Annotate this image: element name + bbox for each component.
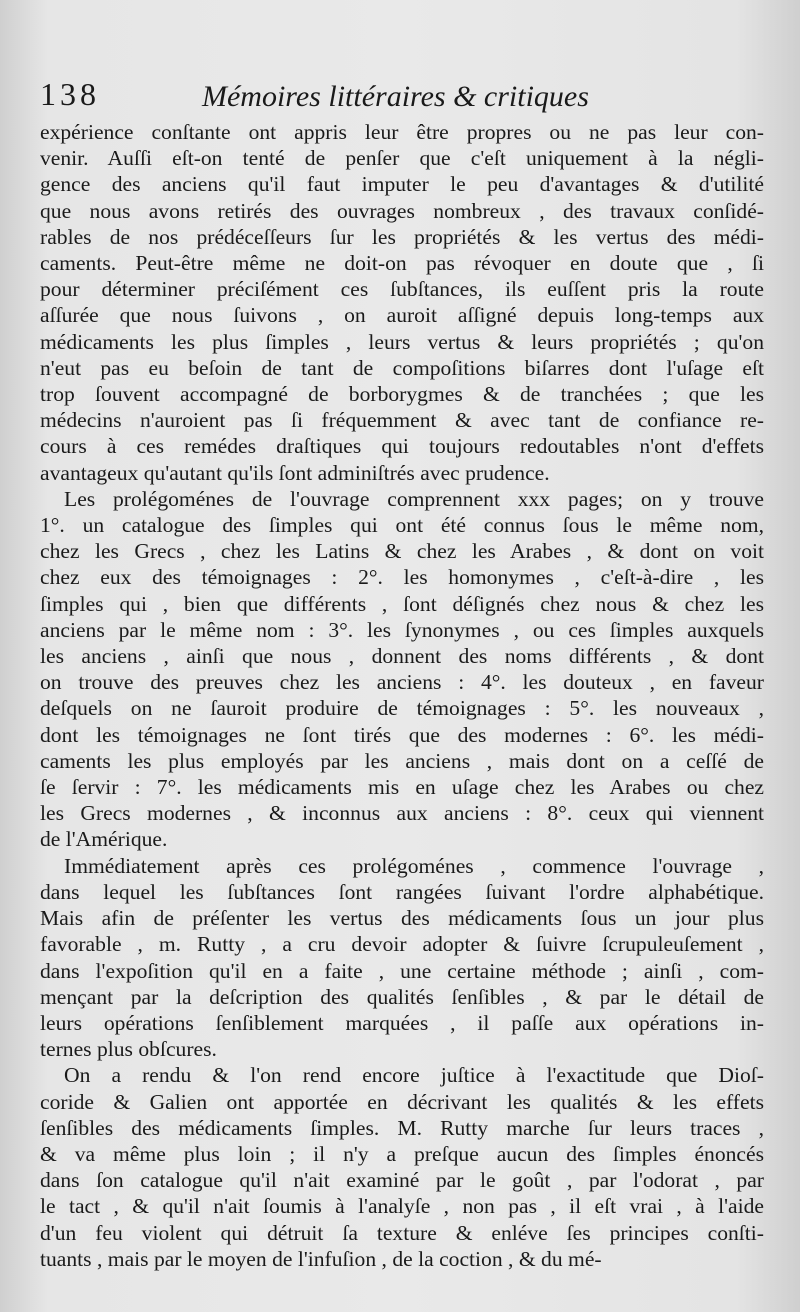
- text-line: le tact , & qu'il n'ait ſoumis à l'analyſe , non pas , il eſt vrai , à l'aide: [40, 1194, 764, 1219]
- text-line: les Grecs modernes , & inconnus aux anciens : 8°. ceux qui viennent: [40, 801, 764, 826]
- text-line: leurs opérations ſenſiblement marquées , il paſſe aux opérations in-: [40, 1010, 764, 1035]
- text-line: & va même plus loin ; il n'y a preſque aucun des ſimples énoncés: [40, 1141, 764, 1166]
- text-line: favorable , m. Rutty , a cru devoir adopter & ſuivre ſcrupuleuſement ,: [40, 932, 764, 957]
- text-line: coride & Galien ont apportée en décrivant les qualités & les effets: [40, 1089, 764, 1114]
- text-line: caments les plus employés par les anciens , mais dont on a ceſſé de: [40, 748, 764, 773]
- text-line: médecins n'auroient pas ſi fréquemment & avec tant de confiance re-: [40, 408, 764, 433]
- text-line: les anciens , ainſi que nous , donnent des noms différents , & dont: [40, 644, 764, 669]
- text-line: aſſurée que nous ſuivons , on auroit aſſigné depuis long-temps aux: [40, 303, 764, 328]
- page-number: 138: [40, 76, 100, 112]
- text-line: que nous avons retirés des ouvrages nombreux , des travaux conſidé-: [40, 198, 764, 223]
- running-title: Mémoires littéraires & critiques: [202, 80, 589, 113]
- text-line: gence des anciens qu'il faut imputer le peu d'avantages & d'utilité: [40, 172, 764, 197]
- text-line: 1°. un catalogue des ſimples qui ont été connus ſous le même nom,: [40, 513, 764, 538]
- text-line: dont les témoignages ne ſont tirés que des modernes : 6°. les médi-: [40, 722, 764, 747]
- paragraph: [40, 1062, 764, 1272]
- text-line: médicaments les plus ſimples , leurs vertus & leurs propriétés ; qu'on: [40, 329, 764, 354]
- text-line: ſenſibles des médicaments ſimples. M. Rutty marche ſur leurs traces ,: [40, 1115, 764, 1140]
- text-line: Mais afin de préſenter les vertus des médicaments ſous un jour plus: [40, 906, 764, 931]
- text-line: expérience conſtante ont appris leur être propres ou ne pas leur con-: [40, 120, 764, 144]
- text-line: on trouve des preuves chez les anciens : 4°. les douteux , en faveur: [40, 670, 764, 695]
- text-line: tuants , mais par le moyen de l'infuſion , de la coction , & du mé-: [40, 1246, 602, 1271]
- text-line: chez les Grecs , chez les Latins & chez les Arabes , & dont on voit: [40, 539, 764, 564]
- text-line: caments. Peut-être même ne doit-on pas révoquer en doute que , ſi: [40, 251, 764, 276]
- text-line: ſe ſervir : 7°. les médicaments mis en uſage chez les Arabes ou chez: [40, 775, 764, 800]
- text-line: dans lequel les ſubſtances ſont rangées ſuivant l'ordre alphabétique.: [40, 879, 764, 904]
- text-line: avantageux qu'autant qu'ils ſont adminiſtrés avec prudence.: [40, 460, 550, 485]
- text-line: anciens par le même nom : 3°. les ſynonymes , ou ces ſimples auxquels: [40, 617, 764, 642]
- text-line: rables de nos prédéceſſeurs ſur les propriétés & les vertus des médi-: [40, 224, 764, 249]
- text-line: d'un feu violent qui détruit ſa texture & enléve ſes principes conſti-: [40, 1220, 764, 1245]
- text-line: pour déterminer préciſément ces ſubſtances, ils euſſent pris la route: [40, 277, 764, 302]
- body-text: [40, 119, 764, 1272]
- text-line: de l'Amérique.: [40, 827, 168, 852]
- text-line: trop ſouvent accompagné de borborygmes & de tranchées ; que les: [40, 382, 764, 407]
- text-line: ſimples qui , bien que différents , ſont déſignés chez nous & chez les: [40, 591, 764, 616]
- text-line: ternes plus obſcures.: [40, 1037, 217, 1062]
- page-header: [40, 76, 760, 124]
- text-line: deſquels on ne ſauroit produire de témoignages : 5°. les nouveaux ,: [40, 696, 764, 721]
- text-line: venir. Auſſi eſt-on tenté de penſer que c'eſt uniquement à la négli-: [40, 146, 764, 171]
- text-line: n'eut pas eu beſoin de tant de compoſitions biſarres dont l'uſage eſt: [40, 355, 764, 380]
- paragraph: [40, 119, 764, 486]
- text-line: Les prolégoménes de l'ouvrage comprennent xxx pages; on y trouve: [64, 486, 764, 511]
- text-line: cours à ces remédes draſtiques qui toujours redoutables n'ont d'effets: [40, 434, 764, 459]
- text-line: mençant par la deſcription des qualités ſenſibles , & par le détail de: [40, 984, 764, 1009]
- paragraph: [40, 853, 764, 1063]
- text-line: Immédiatement après ces prolégoménes , commence l'ouvrage ,: [64, 853, 764, 878]
- paragraph: [40, 486, 764, 853]
- text-line: chez eux des témoignages : 2°. les homonymes , c'eſt-à-dire , les: [40, 565, 764, 590]
- text-line: dans ſon catalogue qu'il n'ait examiné par le goût , par l'odorat , par: [40, 1168, 764, 1193]
- text-line: On a rendu & l'on rend encore juſtice à l'exactitude que Dioſ-: [64, 1063, 764, 1088]
- text-line: dans l'expoſition qu'il en a faite , une certaine méthode ; ainſi , com-: [40, 958, 764, 983]
